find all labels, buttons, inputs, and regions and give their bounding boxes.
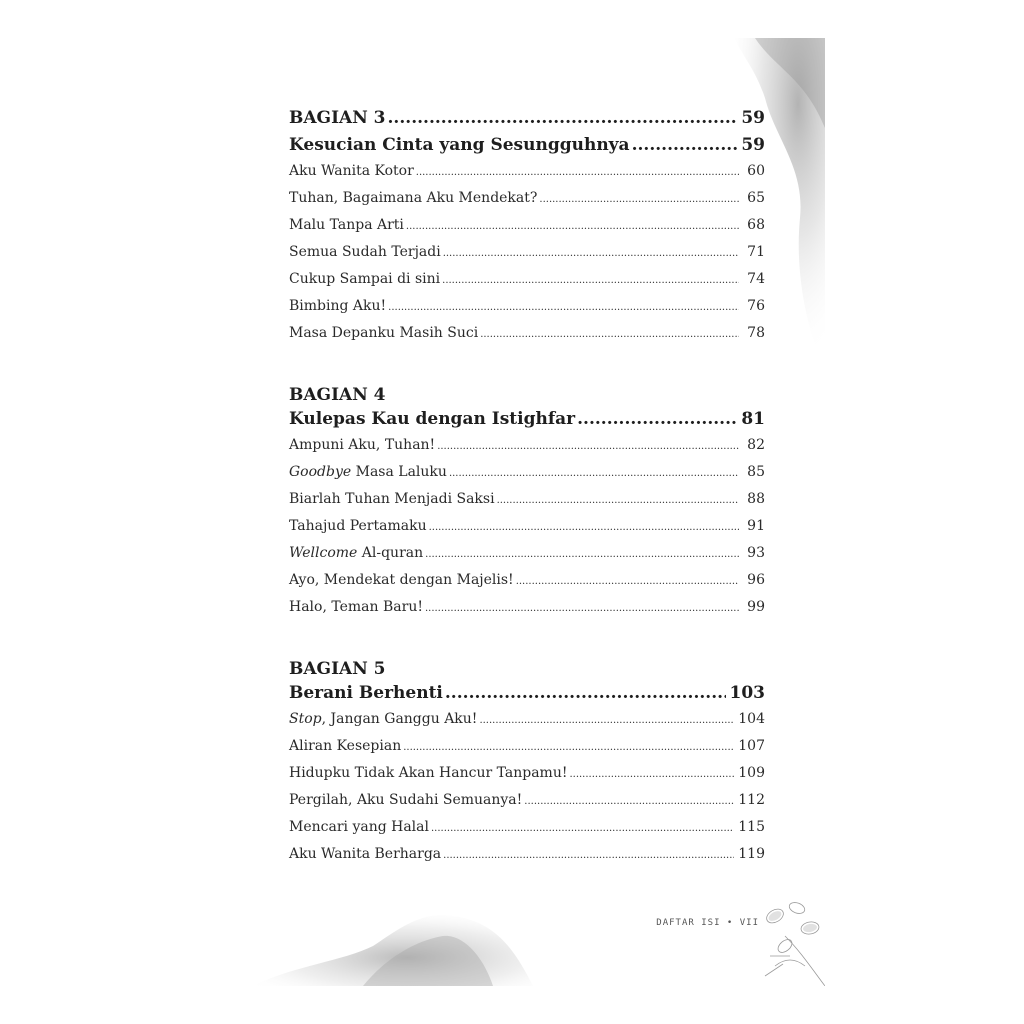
entry-title: Aliran Kesepian [289,738,402,754]
page-number: 112 [738,792,765,808]
toc-entry [289,792,765,819]
page-number: 96 [747,572,765,588]
part-title: BAGIAN 5 [289,659,386,679]
page-number: 60 [747,163,765,179]
page-number: 107 [738,738,765,754]
toc-entry [289,738,765,765]
toc-entry [289,599,765,626]
toc-section-bagian-4 [289,382,765,626]
page-number: 65 [747,190,765,206]
page-number: 103 [729,683,765,703]
chapter-title: Kulepas Kau dengan Istighfar [289,409,576,429]
entry-title: Mencari yang Halal [289,819,429,835]
part-title: BAGIAN 3 [289,108,386,128]
entry-title: Ampuni Aku, Tuhan! [289,437,436,453]
entry-title: Tahajud Pertamaku [289,518,427,534]
entry-title: Aku Wanita Kotor [289,163,414,179]
toc-entry [289,464,765,491]
page-number: 119 [738,846,765,862]
dot-leader [406,217,739,233]
toc-part-row [289,108,765,135]
dot-leader [577,409,737,429]
toc-chapter-row [289,135,765,163]
dot-leader [497,491,739,507]
dot-leader [449,464,739,480]
entry-title: Bimbing Aku! [289,298,387,314]
page-footer: DAFTAR ISI • VII [656,918,759,928]
page-number: 93 [747,545,765,561]
toc-chapter-row [289,683,765,711]
dot-leader [445,683,726,703]
page-number: 68 [747,217,765,233]
book-page [253,38,825,986]
toc-entry [289,711,765,738]
toc-entry [289,437,765,464]
ink-smudge-decoration [253,906,553,986]
toc-entry [289,491,765,518]
dot-leader [416,163,739,179]
page-number: 76 [747,298,765,314]
leaf-illustration-icon [755,896,825,986]
page-number: 85 [747,464,765,480]
dot-leader [539,190,739,206]
entry-title: Ayo, Mendekat dengan Majelis! [289,572,514,588]
dot-leader [425,599,739,615]
toc-entry [289,572,765,599]
toc-section-bagian-5 [289,656,765,873]
page-number: 91 [747,518,765,534]
entry-title: Stop, Jangan Ganggu Aku! [289,711,478,727]
page-number: 74 [747,271,765,287]
part-title: BAGIAN 4 [289,385,386,405]
dot-leader [425,545,739,561]
entry-title: Aku Wanita Berharga [289,846,442,862]
toc-entry [289,190,765,217]
toc-entry [289,765,765,792]
entry-title: Goodbye Masa Laluku [289,464,447,480]
toc-section-bagian-3 [289,108,765,352]
entry-title: Pergilah, Aku Sudahi Semuanya! [289,792,523,808]
chapter-title: Kesucian Cinta yang Sesungguhnya [289,135,630,155]
page-number: 99 [747,599,765,615]
entry-title: Halo, Teman Baru! [289,599,423,615]
page-number: 115 [738,819,765,835]
entry-title: Masa Depanku Masih Suci [289,325,479,341]
page-number: 88 [747,491,765,507]
dot-leader [403,738,734,754]
entry-title: Tuhan, Bagaimana Aku Mendekat? [289,190,538,206]
toc-entry [289,325,765,352]
page-number: 82 [747,437,765,453]
toc-entry [289,545,765,572]
toc-entry [289,271,765,298]
dot-leader [480,325,739,341]
toc-entry [289,163,765,190]
page-number: 59 [741,135,765,155]
dot-leader [442,271,739,287]
dot-leader [516,572,739,588]
dot-leader [431,819,734,835]
page-number: 109 [738,765,765,781]
dot-leader [437,437,739,453]
dot-leader [443,846,734,862]
page-number: 81 [741,409,765,429]
page-number: 104 [738,711,765,727]
dot-leader [388,108,738,128]
table-of-contents [289,108,765,903]
dot-leader [524,792,734,808]
entry-title: Wellcome Al-quran [289,545,424,561]
page-number: 78 [747,325,765,341]
dot-leader [429,518,739,534]
toc-entry [289,217,765,244]
entry-title: Hidupku Tidak Akan Hancur Tanpamu! [289,765,568,781]
entry-title: Semua Sudah Terjadi [289,244,441,260]
dot-leader [388,298,739,314]
toc-entry [289,298,765,325]
dot-leader [569,765,734,781]
toc-chapter-row [289,409,765,437]
entry-title: Malu Tanpa Arti [289,217,404,233]
dot-leader [443,244,739,260]
toc-entry [289,518,765,545]
dot-leader [479,711,734,727]
entry-title: Biarlah Tuhan Menjadi Saksi [289,491,495,507]
toc-entry [289,819,765,846]
entry-title: Cukup Sampai di sini [289,271,441,287]
page-number: 71 [747,244,765,260]
toc-entry [289,244,765,271]
dot-leader [632,135,738,155]
toc-entry [289,846,765,873]
page-number: 59 [741,108,765,128]
chapter-title: Berani Berhenti [289,683,443,703]
